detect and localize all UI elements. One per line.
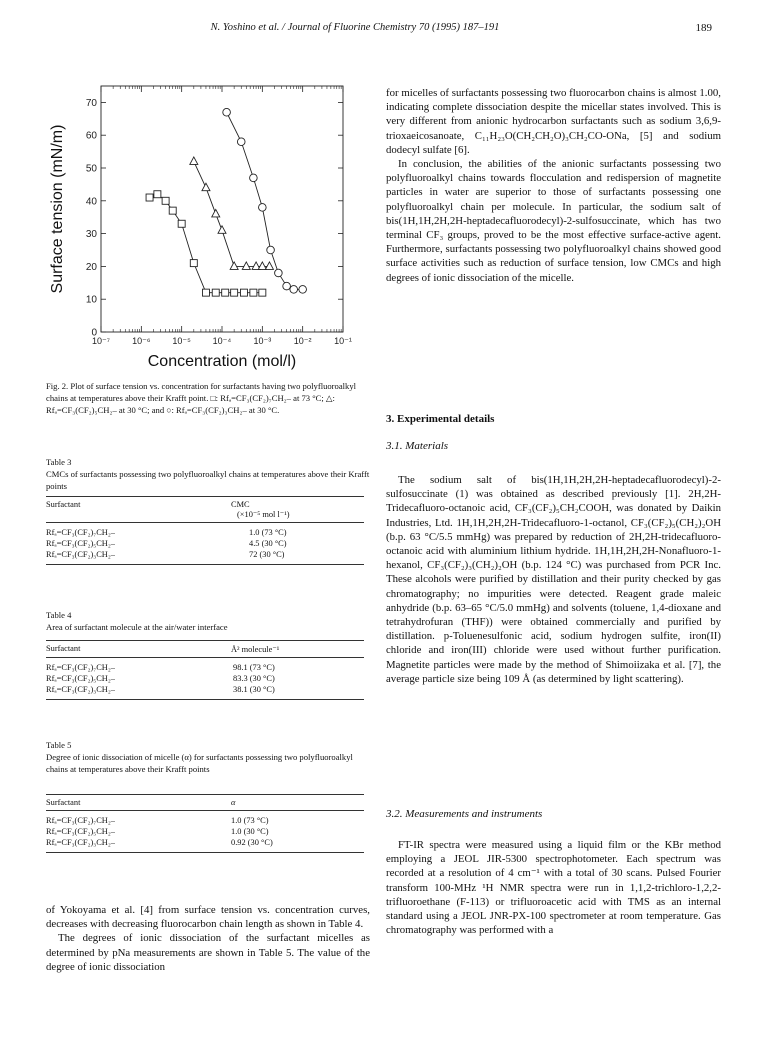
table3-caption: CMCs of surfactants possessing two polyfluoroalkyl chains at temperatures above their Krafft points (46, 469, 370, 491)
paragraph: The degrees of ionic dissociation of the surfactant micelles as determined by pNa measurements are shown in Table 5. The value of the degree of ionic dissociation (46, 932, 370, 973)
x-tick-label: 10⁻² (293, 336, 312, 346)
series-line-circle (227, 112, 303, 289)
table-cell: Rfₐ=CF₃(CF₂)₅CH₂– (46, 674, 115, 683)
data-point-triangle (190, 157, 198, 165)
surface-tension-chart (46, 78, 356, 372)
data-point-circle (237, 138, 245, 146)
table-row (46, 826, 364, 837)
paragraph: The sodium salt of bis(1H,1H,2H,2H-heptadecafluorodecyl)-2-sulfosuccinate (1) was obtained as described previously [1]. 2H,2H-Tridecafluoro-octanoic acid, CF₃(CF₂)₅CH₂COOH, was donated by Daikin Industries, Ltd. 1H,1H,2H,2H-Tridecafluoro-1-octanol, CF₃(CF₂)₅(CH₂)₂OH (b.p. 63 °C/5.5 mmHg) was prepared by reduction of 2H,2H-tridecafluoro-octanoic acid with aluminium lithium hydride. 1H,1H,2H,2H-Nonafluoro-1-hexanol, CF₃(CF₂)₃(CH₂)₂OH (b.p. 124 °C) was purchased from PCR Inc. These alcohols were purified by distillation and their purity checked by gas chromatography; no impurities were detected. Reagent grade maleic anhydride (b.p. 63–65 °C/5.0 mmHg) and solvents (toluene, 1,4-dioxane and tetrahydrofuran (THF)) were obtained commercially and purified by distillation. p-Toluenesulfonic acid, sodium hydrogen sulfite, iron(II) chloride and iron(III) chloride were used without further purification. Magnetite particles were made by the method of Shimoiizaka et al. [7], the average particle size being 109 Å (as determined by light scattering). (386, 474, 721, 685)
data-point-square (146, 194, 153, 201)
table-cell: 1.0 (73 °C) (231, 816, 269, 825)
table-cell: Rfₐ=CF₃(CF₂)₃CH₂– (46, 838, 115, 847)
table-cell: Rfₐ=CF₃(CF₂)₇CH₂– (46, 816, 115, 825)
y-tick-label: 10 (85, 294, 97, 306)
x-tick-label: 10⁻⁶ (132, 336, 151, 346)
table5-caption-block (46, 739, 371, 775)
table-row (46, 523, 364, 539)
table3-col-surfactant: Surfactant (46, 497, 231, 523)
table-cell: 38.1 (30 °C) (233, 685, 275, 694)
subsection-heading: 3.2. Measurements and instruments (386, 808, 543, 820)
table-row (46, 684, 364, 700)
table3-col-cmc-unit: (×10⁻⁵ mol l⁻¹) (237, 510, 290, 519)
table4-col-surfactant: Surfactant (46, 641, 231, 658)
table-cell: Rfₐ=CF₃(CF₂)₇CH₂– (46, 528, 115, 537)
table-cell: Rfₐ=CF₃(CF₂)₇CH₂– (46, 663, 115, 672)
table-cell: Rfₐ=CF₃(CF₂)₅CH₂– (46, 539, 115, 548)
table3 (46, 496, 364, 565)
paragraph: In conclusion, the abilities of the anionic surfactants possessing two polyfluoroalkyl chains towards flocculation and redispersion of magnetite particles in water are superior to those of surfactants possessing one polyfluoroalkyl chain per molecule. In particular, the sodium salt of bis(1H,1H,2H,2H-heptadecafluorodecyl)-2-sulfosuccinate, which has two terminal CF₃ groups, proved to be the most effective surface-active agent. Furthermore, surfactants possessing two polyfluoroalkyl chains showed good surface activities such as reduction of surface tension, low CMCs and high degrees of ionic dissociation of the micelle. (386, 158, 721, 284)
data-point-square (259, 289, 266, 296)
data-point-triangle (258, 262, 266, 270)
data-point-square (250, 289, 257, 296)
table-row (46, 658, 364, 674)
data-point-square (212, 289, 219, 296)
x-tick-label: 10⁻⁷ (91, 336, 111, 346)
figure-2 (46, 78, 356, 372)
y-axis-label: Surface tension (mN/m) (49, 124, 66, 294)
subsection-heading: 3.1. Materials (386, 440, 449, 452)
table3-col-cmc (231, 497, 364, 523)
running-header (0, 22, 768, 38)
x-tick-label: 10⁻¹ (334, 336, 352, 346)
y-tick-label: 50 (85, 163, 97, 175)
data-point-circle (223, 108, 231, 116)
y-tick-label: 30 (85, 229, 97, 241)
section-heading: 3. Experimental details (386, 413, 495, 425)
y-tick-label: 40 (85, 196, 97, 208)
table-cell: Rfₐ=CF₃(CF₂)₃CH₂– (46, 685, 115, 694)
right-column-text-top (386, 86, 721, 285)
x-tick-label: 10⁻⁵ (172, 336, 191, 346)
table-row (46, 811, 364, 827)
paragraph: of Yokoyama et al. [4] from surface tension vs. concentration curves, decreases with decreasing fluorocarbon chain length as shown in Table 4. (46, 904, 370, 931)
data-point-triangle (265, 262, 273, 270)
table5 (46, 794, 364, 853)
data-point-square (169, 207, 176, 214)
table5-title: Table 5 (46, 740, 72, 750)
table-row (46, 837, 364, 853)
paragraph: FT-IR spectra were measured using a liquid film or the KBr method employing a JEOL JIR-5300 spectrophotometer. Each spectrum was recorded at a resolution of 4 cm⁻¹ with a total of 30 scans. Pulsed Fourier transform 100-MHz ¹H NMR spectra were run in 1,1,2-trichloro-1,2,2-trifluoroethane (F-113) or trifluoroacetic acid with TMS as an internal standard using a JEOL JNR-PX-100 spectrometer at room temperature. Gas chromatography was performed with a (386, 839, 721, 937)
y-tick-label: 70 (85, 97, 97, 109)
table-cell: 72 (30 °C) (249, 550, 285, 559)
materials-text (386, 473, 721, 686)
figure-caption: Fig. 2. Plot of surface tension vs. concentration for surfactants having two polyfluoroalkyl chains at temperatures above their Krafft point. □: Rfₐ=CF₃(CF₂)₇CH₂– at 73 °C; △: Rfₐ=CF₃(CF₂)₅CH₂– at 30 °C; and ○: Rfₐ=CF₃(CF₂)₃CH₂– at 30 °C. (46, 381, 357, 415)
data-point-square (240, 289, 247, 296)
table-row (46, 673, 364, 684)
data-point-circle (275, 269, 283, 277)
left-column-text (46, 903, 370, 974)
table3-title: Table 3 (46, 457, 72, 467)
x-tick-label: 10⁻³ (253, 336, 272, 346)
table4-title: Table 4 (46, 610, 72, 620)
series-line-square (150, 194, 263, 292)
data-point-square (222, 289, 229, 296)
y-tick-label: 0 (91, 327, 97, 339)
data-point-triangle (202, 183, 210, 191)
table4-caption-block (46, 609, 371, 633)
table-row (46, 549, 364, 565)
y-tick-label: 20 (85, 261, 97, 273)
page-number: 189 (695, 22, 712, 34)
data-point-square (154, 191, 161, 198)
data-point-square (162, 197, 169, 204)
data-point-circle (299, 286, 307, 294)
table4-col-area: Å² molecule⁻¹ (231, 641, 364, 658)
table-cell: Rfₐ=CF₃(CF₂)₃CH₂– (46, 550, 115, 559)
data-point-circle (250, 174, 258, 182)
x-tick-label: 10⁻⁴ (212, 336, 232, 346)
table-cell: 98.1 (73 °C) (233, 663, 275, 672)
table-cell: 1.0 (73 °C) (249, 528, 287, 537)
table-cell: 83.3 (30 °C) (233, 674, 275, 683)
data-point-circle (259, 204, 267, 212)
data-point-triangle (230, 262, 238, 270)
table-cell: Rfₐ=CF₃(CF₂)₅CH₂– (46, 827, 115, 836)
table-cell: 1.0 (30 °C) (231, 827, 269, 836)
table3-col-cmc-label: CMC (231, 500, 250, 509)
data-point-triangle (212, 209, 220, 217)
table5-col-surfactant: Surfactant (46, 795, 231, 811)
table-row (46, 538, 364, 549)
table-cell: 4.5 (30 °C) (249, 539, 287, 548)
table5-col-alpha: α (231, 795, 364, 811)
table3-caption-block (46, 456, 371, 492)
data-point-triangle (242, 262, 250, 270)
measurements-text (386, 838, 721, 937)
data-point-circle (267, 246, 275, 254)
data-point-square (178, 220, 185, 227)
data-point-triangle (218, 226, 226, 234)
x-axis-label: Concentration (mol/l) (147, 353, 297, 370)
paragraph: for micelles of surfactants possessing two fluorocarbon chains is almost 1.00, indicating complete dissociation despite the micellar states involved. This is very different from anionic hydrocarbon surfactants such as sodium 3,6,9-trioxaeicosanoate, C₁₁H₂₃O(CH₂CH₂O)₃CH₂CO-ONa, [5] and sodium dodecyl sulfate [6]. (386, 87, 721, 156)
table5-caption: Degree of ionic dissociation of micelle (α) for surfactants possessing two polyfluoroalkyl chains at temperatures above their Krafft points (46, 752, 353, 774)
data-point-square (231, 289, 238, 296)
data-point-circle (290, 286, 298, 294)
y-tick-label: 60 (85, 130, 97, 142)
table-cell: 0.92 (30 °C) (231, 838, 273, 847)
data-point-circle (283, 282, 291, 290)
journal-citation: N. Yoshino et al. / Journal of Fluorine Chemistry 70 (1995) 187–191 (210, 22, 500, 33)
data-point-square (202, 289, 209, 296)
data-point-square (190, 260, 197, 267)
table4-caption: Area of surfactant molecule at the air/water interface (46, 622, 228, 632)
series-line-triangle (194, 161, 270, 266)
table4 (46, 640, 364, 700)
